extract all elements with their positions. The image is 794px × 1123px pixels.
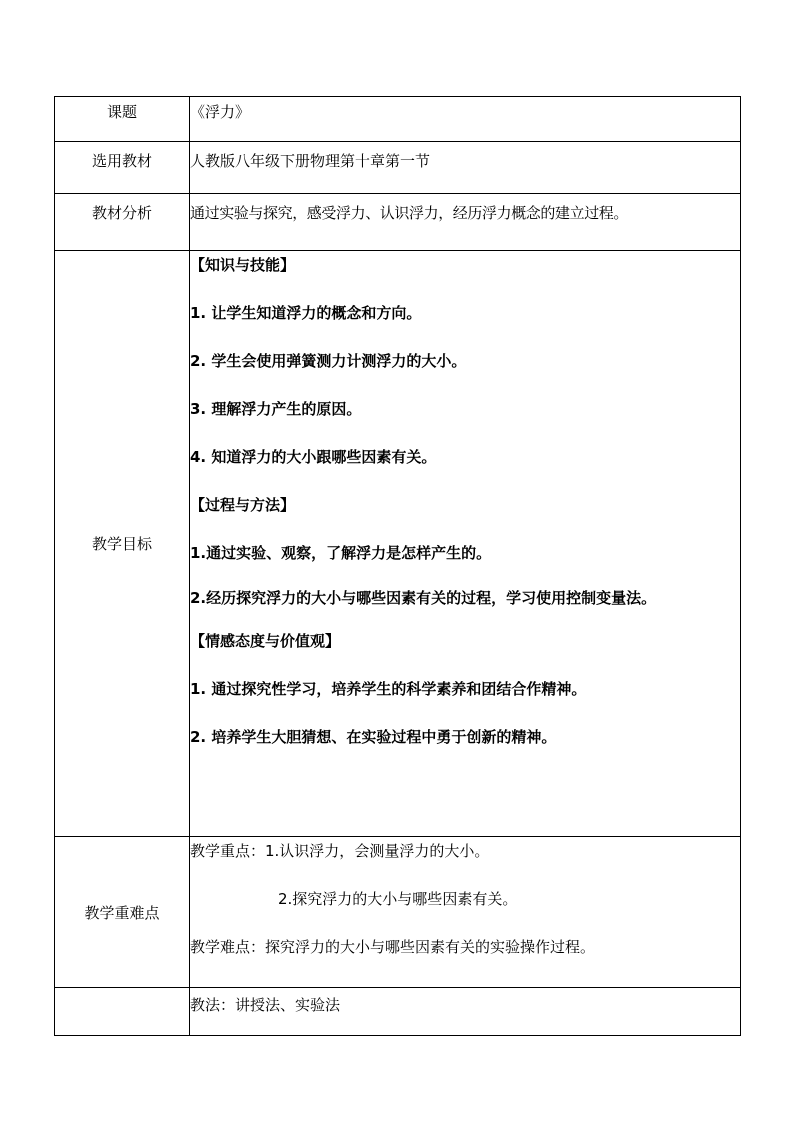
topic-value: 《浮力》 xyxy=(190,97,741,142)
lesson-plan-table xyxy=(54,96,741,1036)
process-item-1: 1.通过实验、观察，了解浮力是怎样产生的。 xyxy=(190,544,492,562)
knowledge-item-3: 3. 理解浮力产生的原因。 xyxy=(190,400,362,418)
textbook-value: 人教版八年级下册物理第十章第一节 xyxy=(190,142,741,194)
row-textbook xyxy=(55,142,741,194)
goals-label: 教学目标 xyxy=(55,251,190,837)
emotion-item-1: 1. 通过探究性学习，培养学生的科学素养和团结合作精神。 xyxy=(190,680,587,698)
key-point-2: 2.探究浮力的大小与哪些因素有关。 xyxy=(278,890,518,908)
emotion-heading: 【情感态度与价值观】 xyxy=(190,632,341,650)
topic-label: 课题 xyxy=(55,97,190,142)
process-item-2: 2.经历探究浮力的大小与哪些因素有关的过程，学习使用控制变量法。 xyxy=(190,589,657,607)
goals-content xyxy=(190,251,741,837)
analysis-label: 教材分析 xyxy=(55,194,190,251)
emotion-item-2: 2. 培养学生大胆猜想、在实验过程中勇于创新的精神。 xyxy=(190,728,557,746)
row-analysis xyxy=(55,194,741,251)
knowledge-item-2: 2. 学生会使用弹簧测力计测浮力的大小。 xyxy=(190,352,467,370)
row-methods xyxy=(55,988,741,1036)
key-point-1: 教学重点：1.认识浮力，会测量浮力的大小。 xyxy=(190,842,490,860)
knowledge-heading: 【知识与技能】 xyxy=(190,256,296,274)
textbook-label: 选用教材 xyxy=(55,142,190,194)
process-heading: 【过程与方法】 xyxy=(190,496,296,514)
analysis-value: 通过实验与探究，感受浮力、认识浮力，经历浮力概念的建立过程。 xyxy=(190,194,741,251)
methods-label xyxy=(55,988,190,1036)
methods-value: 教法：讲授法、实验法 xyxy=(190,988,741,1036)
knowledge-item-4: 4. 知道浮力的大小跟哪些因素有关。 xyxy=(190,448,437,466)
row-key-points xyxy=(55,837,741,988)
difficulty: 教学难点：探究浮力的大小与哪些因素有关的实验操作过程。 xyxy=(190,938,596,956)
row-topic xyxy=(55,97,741,142)
key-points-label: 教学重难点 xyxy=(55,837,190,988)
key-points-content xyxy=(190,837,741,988)
row-goals xyxy=(55,251,741,837)
knowledge-item-1: 1. 让学生知道浮力的概念和方向。 xyxy=(190,304,422,322)
